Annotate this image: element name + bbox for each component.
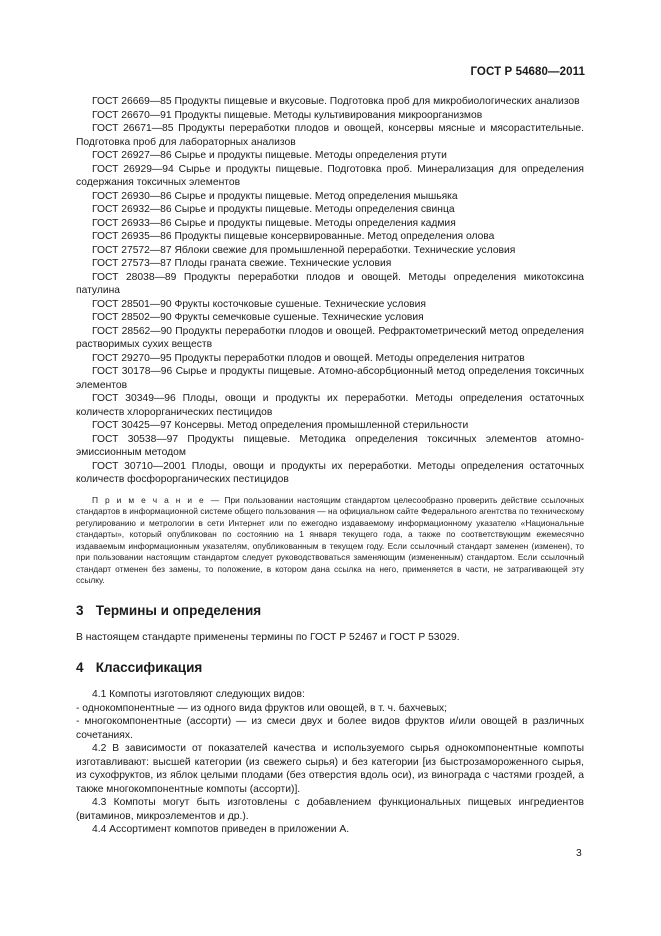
reference-item: ГОСТ 26671—85 Продукты переработки плодов и овощей, консервы мясные и мясорастительные. Подготовка проб для лабораторных анализов	[76, 123, 584, 148]
page-content	[76, 95, 584, 837]
reference-item: ГОСТ 27573—87 Плоды граната свежие. Технические условия	[92, 258, 392, 269]
reference-item: ГОСТ 26935—86 Продукты пищевые консервированные. Метод определения олова	[92, 231, 495, 242]
list-item: - многокомпонентные (ассорти) — из смеси двух и более видов фруктов и/или овощей в различных сочетаниях.	[76, 716, 584, 741]
reference-item: ГОСТ 30425—97 Консервы. Метод определения промышленной стерильности	[92, 420, 469, 431]
page-header: ГОСТ Р 54680—2011	[470, 66, 585, 78]
reference-item: ГОСТ 28501—90 Фрукты косточковые сушеные. Технические условия	[92, 298, 426, 310]
reference-item: ГОСТ 28038—89 Продукты переработки плодов и овощей. Методы определения микотоксина патулина	[76, 271, 584, 296]
list-item: - однокомпонентные — из одного вида фруктов или овощей, в т. ч. бахчевых;	[76, 702, 448, 714]
reference-item: ГОСТ 29270—95 Продукты переработки плодов и овощей. Методы определения нитратов	[92, 352, 525, 364]
reference-item: ГОСТ 28562—90 Продукты переработки плодов и овощей. Рефрактометрический метод определения растворимых сухих веществ	[76, 325, 584, 350]
reference-item: ГОСТ 26669—85 Продукты пищевые и вкусовые. Подготовка проб для микробиологических анализов	[92, 96, 580, 107]
reference-item: ГОСТ 27572—87 Яблоки свежие для промышленной переработки. Технические условия	[92, 244, 516, 256]
note-label: П р и м е ч а н и е —	[92, 494, 221, 505]
clause-4-1: 4.1 Компоты изготовляют следующих видов:	[92, 689, 305, 700]
clause-4-4: 4.4 Ассортимент компотов приведен в приложении А.	[92, 824, 350, 835]
reference-item: ГОСТ 30538—97 Продукты пищевые. Методика определения токсичных элементов атомно-эмиссионным методом	[76, 433, 584, 458]
reference-item: ГОСТ 26930—86 Сырье и продукты пищевые. Метод определения мышьяка	[92, 190, 458, 202]
reference-item: ГОСТ 30178—96 Сырье и продукты пищевые. Атомно-абсорбционный метод определения токсичных элементов	[76, 366, 584, 391]
section-title: Термины и определения	[95, 602, 262, 618]
section-title: Классификация	[95, 660, 203, 675]
reference-item: ГОСТ 26927—86 Сырье и продукты пищевые. Методы определения ртути	[92, 150, 447, 161]
reference-item: ГОСТ 30349—96 Плоды, овощи и продукты их переработки. Методы определения остаточных количеств хлорорганических пестицидов	[76, 393, 584, 418]
note-block	[76, 495, 584, 587]
note-text: При пользовании настоящим стандартом целесообразно проверить действие ссылочных стандартов в информационной системе общего пользования — на официальном сайте Федерального агентства по техническому регулированию и метрологии в сети Интернет или по ежегодно издаваемому информационному указателю «Национальные стандарты», который опубликован по состоянию на 1 января текущего года, а также по соответствующим ежемесячно издаваемым информационным указателям, опубликованным в текущем году. Если ссылочный стандарт заменен (изменен), то при пользовании настоящим стандартом следует руководствоваться заменяющим (измененным) стандартом. Если ссылочный стандарт отменен без замены, то положение, в котором дана ссылка на него, применяется в части, не затрагивающей эту ссылку.	[76, 494, 584, 585]
section-number: 4	[76, 660, 84, 675]
clause-4-2: 4.2 В зависимости от показателей качества и используемого сырья однокомпонентные компоты изготавливают: высшей категории (из свежего сырья) и без категории [из быстрозамороженного сырья, из сухофруктов, из яблок целыми плодами (без отверстия вдоль оси), из винограда с частями гроздей, а также многокомпонентные компоты (ассорти)].	[76, 743, 584, 795]
reference-item: ГОСТ 28502—90 Фрукты семечковые сушеные. Технические условия	[92, 312, 424, 323]
reference-item: ГОСТ 26932—86 Сырье и продукты пищевые. Методы определения свинца	[92, 204, 455, 215]
section-3-heading	[76, 603, 584, 619]
normative-references-list	[76, 95, 584, 487]
reference-item: ГОСТ 26670—91 Продукты пищевые. Методы культивирования микроорганизмов	[92, 109, 483, 121]
section-3-text: В настоящем стандарте применены термины по ГОСТ Р 52467 и ГОСТ Р 53029.	[76, 631, 460, 643]
section-4-heading	[76, 660, 584, 676]
section-number: 3	[76, 602, 84, 618]
reference-item: ГОСТ 26933—86 Сырье и продукты пищевые. Методы определения кадмия	[92, 217, 456, 229]
clause-4-3: 4.3 Компоты могут быть изготовлены с добавлением функциональных пищевых ингредиентов (витаминов, микроэлементов и др.).	[76, 797, 584, 822]
reference-item: ГОСТ 26929—94 Сырье и продукты пищевые. Подготовка проб. Минерализация для определения содержания токсичных элементов	[76, 163, 584, 188]
page-number: 3	[576, 848, 582, 859]
reference-item: ГОСТ 30710—2001 Плоды, овощи и продукты их переработки. Методы определения остаточных количеств фосфорорганических пестицидов	[76, 460, 584, 485]
